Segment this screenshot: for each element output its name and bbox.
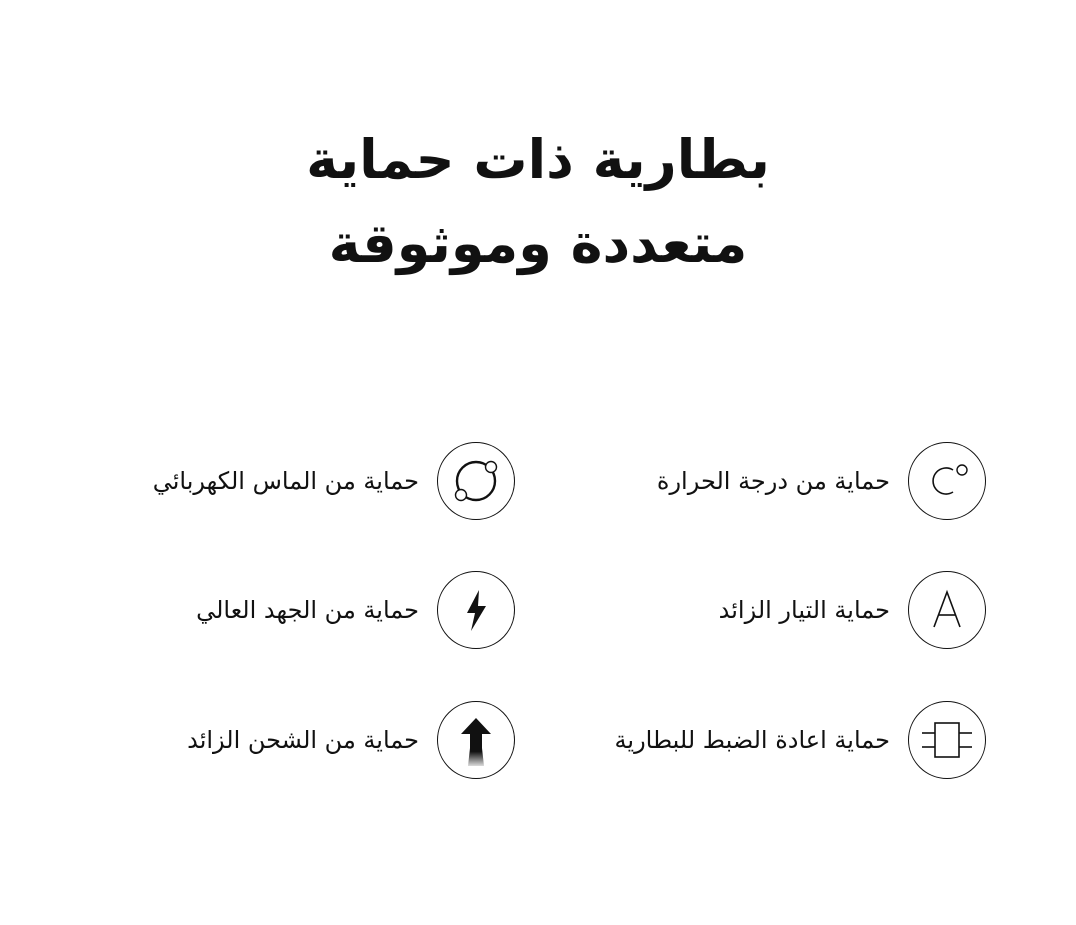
feature-short-circuit (153, 441, 515, 521)
page-title (0, 118, 1076, 286)
feature-overcharge-label: حماية من الشحن الزائد (187, 726, 419, 754)
lightning-icon (437, 571, 515, 649)
up-arrow-icon (437, 701, 515, 779)
feature-overcurrent (719, 570, 986, 650)
page-title-line-2: متعددة وموثوقة (328, 212, 748, 275)
feature-reset-label: حماية اعادة الضبط للبطارية (614, 726, 890, 754)
feature-short-circuit-label: حماية من الماس الكهربائي (152, 467, 419, 495)
feature-reset (615, 700, 986, 780)
page-title-line-1: بطارية ذات حماية (306, 128, 770, 191)
short-circuit-icon (437, 442, 515, 520)
feature-high-voltage-label: حماية من الجهد العالي (196, 596, 419, 624)
feature-temperature (657, 441, 986, 521)
ampere-icon (908, 571, 986, 649)
feature-overcurrent-label: حماية التيار الزائد (718, 596, 890, 624)
feature-high-voltage (196, 570, 515, 650)
celsius-icon (908, 442, 986, 520)
feature-overcharge (187, 700, 515, 780)
reset-chip-icon (908, 701, 986, 779)
feature-temperature-label: حماية من درجة الحرارة (656, 467, 890, 495)
